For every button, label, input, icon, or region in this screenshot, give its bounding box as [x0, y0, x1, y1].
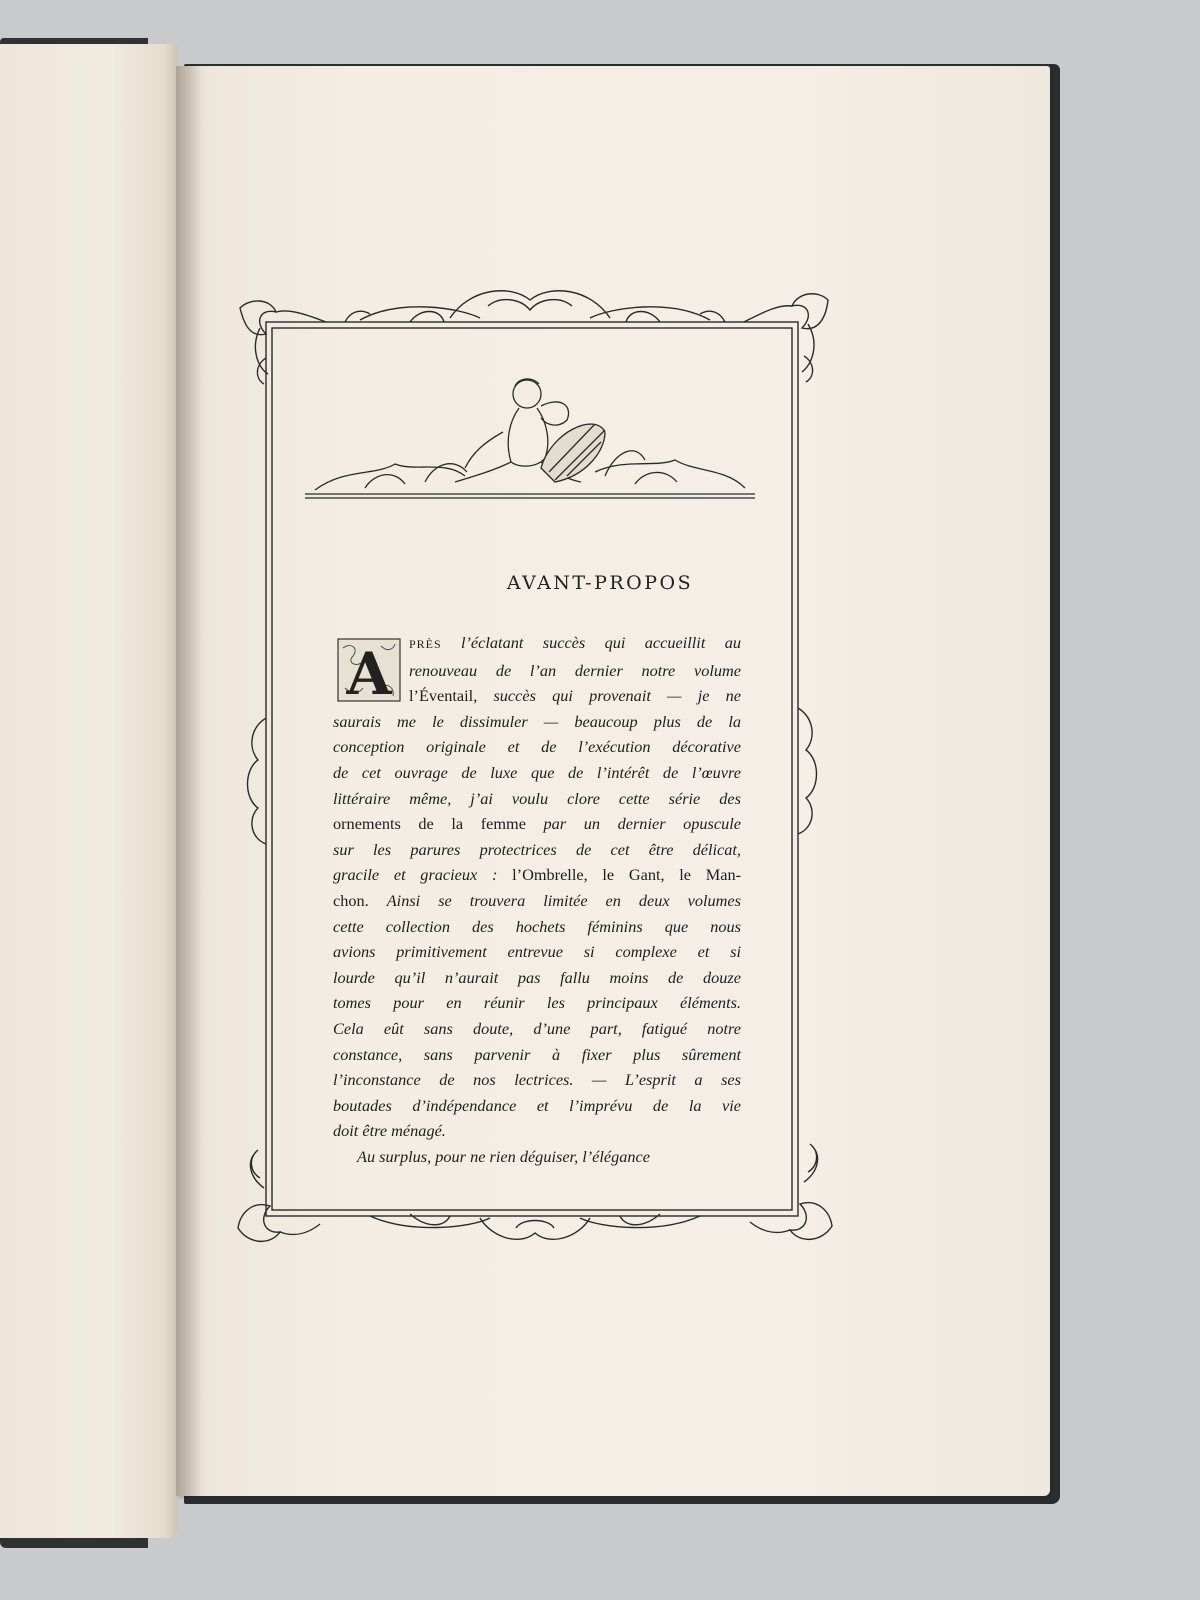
text-line: [333, 630, 741, 658]
text-run: constance, sans parvenir à fixer plus sûrement: [333, 1044, 741, 1064]
text-run: avions primitivement entrevue si complexe et si: [333, 942, 741, 962]
text-line: [333, 888, 741, 914]
text-line: [333, 1016, 741, 1042]
text-run: renouveau de l’an dernier notre volume: [409, 660, 741, 680]
text-line: [333, 965, 741, 991]
spine-shadow: [176, 66, 202, 1496]
text-run: l’Ombrelle, le Gant, le Man-: [512, 865, 742, 885]
text-line: [333, 939, 741, 965]
text-run: lourde qu’il n’aurait pas fallu moins de douze: [333, 967, 741, 987]
text-line: [333, 862, 741, 888]
text-line: [333, 1118, 741, 1144]
text-line: [333, 683, 741, 709]
text-run: par un dernier opuscule: [543, 814, 741, 834]
text-line: [333, 837, 741, 863]
text-run: saurais me le dissimuler — beaucoup plus de la: [333, 711, 741, 731]
page-title: AVANT-PROPOS: [506, 572, 694, 594]
text-line: [333, 709, 741, 735]
text-run: gracile et gracieux :: [333, 865, 513, 885]
text-run: conception originale et de l’exécution décorative: [333, 737, 741, 757]
text-run: Ainsi se trouvera limitée en deux volumes: [386, 890, 741, 910]
text-line: [333, 1093, 741, 1119]
text-line: [333, 1067, 741, 1093]
text-line: [333, 914, 741, 940]
text-run: succès qui provenait — je ne: [493, 686, 741, 706]
text-line: [333, 1042, 741, 1068]
text-line: [333, 990, 741, 1016]
text-run: chon.: [333, 890, 387, 910]
text-line: [333, 811, 741, 837]
text-run: sur les parures protectrices de cet être délicat,: [333, 839, 741, 859]
text-run: de cet ouvrage de luxe que de l’intérêt de l’œuvre: [333, 762, 741, 782]
dropcap-letter: A: [346, 640, 392, 702]
text-line: [333, 734, 741, 760]
text-line: [333, 786, 741, 812]
text-run: boutades d’indépendance et l’imprévu de la vie: [333, 1095, 741, 1115]
text-line: [333, 1144, 741, 1170]
text-run: PRÈS: [409, 637, 461, 651]
text-run: Au surplus, pour ne rien déguiser, l’élégance: [357, 1146, 651, 1166]
text-run: l’éclatant succès qui accueillit au: [460, 633, 741, 652]
left-page: [0, 44, 178, 1538]
text-run: Cela eût sans doute, d’une part, fatigué notre: [333, 1018, 741, 1038]
text-run: littéraire même, j’ai voulu clore cette série des: [333, 788, 741, 808]
text-run: cette collection des hochets féminins que nous: [333, 916, 741, 936]
text-run: l’Éventail,: [409, 686, 494, 706]
text-line: [333, 760, 741, 786]
body-text: [333, 630, 741, 1169]
text-line: [333, 658, 741, 684]
cherub-parasol-vignette-icon: [305, 372, 755, 502]
text-run: ornements de la femme: [333, 814, 544, 834]
text-run: l’inconstance de nos lectrices. — L’esprit a ses: [333, 1070, 741, 1090]
text-run: tomes pour en réunir les principaux éléments.: [333, 993, 741, 1013]
text-run: doit être ménagé.: [333, 1121, 446, 1141]
